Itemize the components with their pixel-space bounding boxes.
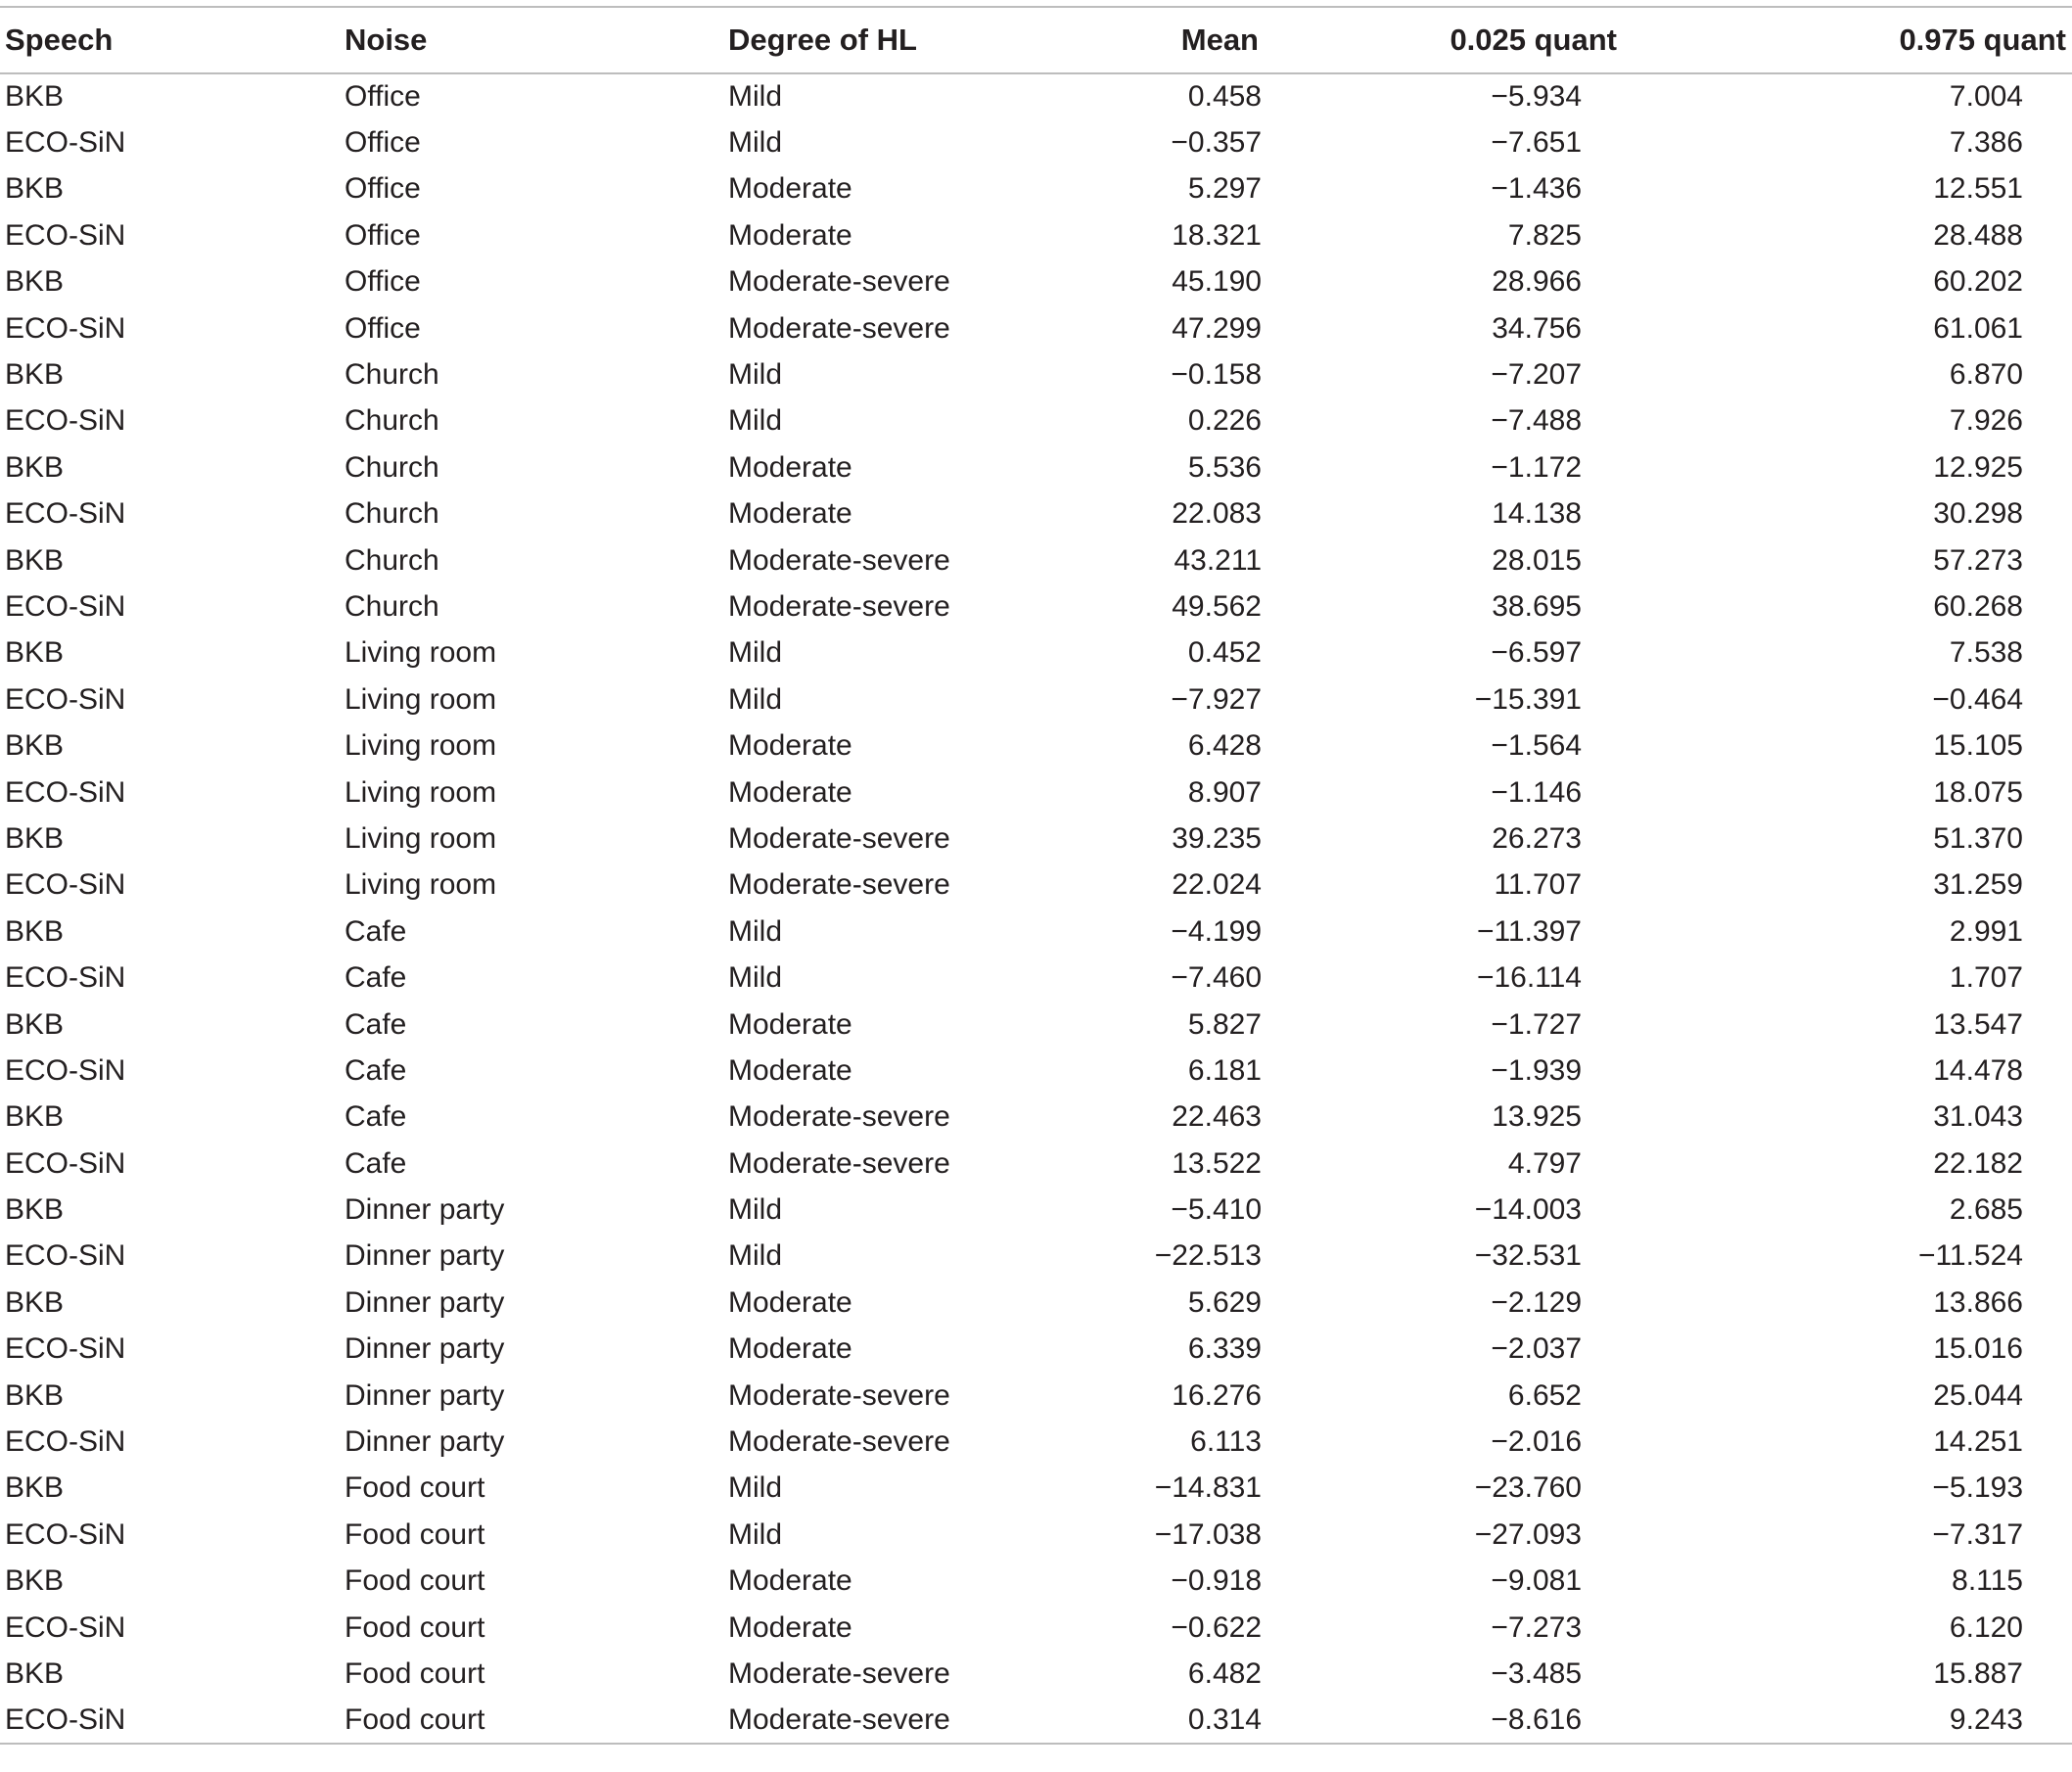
cell-0975-quant: 25.044 — [1933, 1378, 2023, 1412]
cell-speech: ECO-SiN — [5, 404, 126, 438]
cell-speech: BKB — [5, 914, 65, 948]
cell-noise: Office — [345, 80, 421, 114]
cell-degree-of-hl: Mild — [728, 358, 783, 392]
cell-degree-of-hl: Mild — [728, 1193, 783, 1227]
cell-0025-quant: −16.114 — [1476, 961, 1582, 995]
cell-degree-of-hl: Moderate — [728, 218, 852, 252]
cell-mean: 47.299 — [1172, 311, 1262, 345]
cell-mean: 49.562 — [1172, 589, 1262, 623]
cell-degree-of-hl: Mild — [728, 636, 783, 670]
cell-noise: Cafe — [345, 1100, 407, 1134]
cell-degree-of-hl: Moderate-severe — [728, 1425, 950, 1459]
table-row — [0, 491, 2072, 537]
cell-speech: BKB — [5, 80, 65, 114]
cell-speech: ECO-SiN — [5, 497, 126, 531]
cell-noise: Cafe — [345, 1146, 407, 1180]
cell-speech: BKB — [5, 821, 65, 855]
cell-speech: ECO-SiN — [5, 1146, 126, 1180]
cell-0975-quant: 14.251 — [1933, 1425, 2023, 1459]
cell-0025-quant: −32.531 — [1474, 1239, 1582, 1273]
cell-0025-quant: 14.138 — [1492, 497, 1582, 531]
table-row — [0, 1048, 2072, 1094]
cell-0025-quant: −5.934 — [1491, 80, 1582, 114]
table-row — [0, 1605, 2072, 1651]
cell-mean: 13.522 — [1172, 1146, 1262, 1180]
cell-mean: 43.211 — [1174, 543, 1262, 577]
cell-0975-quant: 15.105 — [1933, 729, 2023, 763]
cell-speech: ECO-SiN — [5, 126, 126, 160]
cell-mean: 0.314 — [1149, 1698, 1262, 1744]
cell-degree-of-hl: Moderate-severe — [728, 1146, 950, 1180]
cell-0025-quant: −7.651 — [1491, 126, 1582, 160]
cell-noise: Church — [345, 450, 439, 484]
cell-degree-of-hl: Moderate — [728, 450, 852, 484]
cell-mean: −0.622 — [1171, 1610, 1262, 1644]
cell-speech: BKB — [5, 1193, 65, 1227]
cell-degree-of-hl: Mild — [728, 914, 783, 948]
header-0025-quant: 0.025 quant — [1262, 7, 1617, 73]
cell-speech: ECO-SiN — [5, 775, 126, 809]
cell-0975-quant: 30.298 — [1933, 497, 2023, 531]
cell-0025-quant: −1.564 — [1491, 729, 1582, 763]
cell-noise: Office — [345, 218, 421, 252]
cell-0975-quant: 13.547 — [1933, 1007, 2023, 1041]
cell-0975-quant: 60.202 — [1933, 265, 2023, 299]
cell-0025-quant: 4.797 — [1507, 1146, 1582, 1180]
header-degree-of-hl: Degree of HL — [728, 7, 1149, 73]
cell-noise: Dinner party — [345, 1239, 505, 1273]
cell-0025-quant: 11.707 — [1494, 868, 1582, 902]
cell-speech: ECO-SiN — [5, 682, 126, 716]
table-row — [0, 723, 2072, 769]
cell-mean: 0.452 — [1187, 636, 1262, 670]
cell-mean: −17.038 — [1154, 1517, 1262, 1551]
cell-degree-of-hl: Moderate — [728, 1007, 852, 1041]
cell-speech: BKB — [5, 1471, 65, 1505]
table-row — [0, 676, 2072, 723]
table-row — [0, 1466, 2072, 1512]
cell-degree-of-hl: Moderate — [728, 1564, 852, 1598]
cell-0975-quant: 7.538 — [1949, 636, 2023, 670]
cell-0975-quant: 7.926 — [1949, 404, 2023, 438]
table-row — [0, 909, 2072, 955]
cell-degree-of-hl: Moderate-severe — [728, 1656, 950, 1690]
table-row — [0, 259, 2072, 305]
cell-0975-quant: 7.386 — [1949, 126, 2023, 160]
cell-noise: Church — [345, 497, 439, 531]
cell-noise: Office — [345, 126, 421, 160]
header-noise: Noise — [345, 7, 728, 73]
cell-0025-quant: −7.207 — [1491, 358, 1582, 392]
cell-0975-quant: 9.243 — [1617, 1698, 2072, 1744]
cell-speech: BKB — [5, 450, 65, 484]
cell-mean: 39.235 — [1172, 821, 1262, 855]
header-mean: Mean — [1149, 7, 1262, 73]
cell-noise: Living room — [345, 775, 497, 809]
cell-0975-quant: 31.043 — [1933, 1100, 2023, 1134]
header-0975-quant: 0.975 quant — [1617, 7, 2072, 73]
cell-0975-quant: 12.551 — [1933, 172, 2023, 206]
cell-0025-quant: 34.756 — [1492, 311, 1582, 345]
cell-degree-of-hl: Mild — [728, 961, 783, 995]
table-row — [0, 1280, 2072, 1326]
header-row — [0, 7, 2072, 73]
cell-0025-quant: −3.485 — [1491, 1656, 1582, 1690]
cell-degree-of-hl: Moderate-severe — [728, 868, 950, 902]
cell-degree-of-hl: Moderate-severe — [728, 1378, 950, 1412]
cell-degree-of-hl: Moderate-severe — [728, 311, 950, 345]
table-row — [0, 1095, 2072, 1141]
table-row — [0, 583, 2072, 630]
cell-degree-of-hl: Mild — [728, 80, 783, 114]
cell-0025-quant: −8.616 — [1262, 1698, 1617, 1744]
cell-mean: 6.113 — [1190, 1425, 1262, 1459]
table-row — [0, 955, 2072, 1001]
table-row — [0, 630, 2072, 676]
cell-mean: −14.831 — [1154, 1471, 1262, 1505]
cell-0975-quant: 15.016 — [1933, 1332, 2023, 1366]
cell-0975-quant: 2.685 — [1949, 1193, 2023, 1227]
table-header — [0, 7, 2072, 73]
cell-noise: Church — [345, 358, 439, 392]
cell-mean: 22.463 — [1172, 1100, 1262, 1134]
table-row — [0, 398, 2072, 444]
cell-degree-of-hl: Moderate — [728, 729, 852, 763]
cell-0975-quant: 1.707 — [1949, 961, 2023, 995]
cell-noise: Church — [345, 543, 439, 577]
cell-speech: ECO-SiN — [5, 961, 126, 995]
cell-mean: 0.226 — [1187, 404, 1262, 438]
cell-0975-quant: 6.120 — [1949, 1610, 2023, 1644]
cell-0025-quant: −6.597 — [1491, 636, 1582, 670]
cell-noise: Church — [345, 589, 439, 623]
cell-0975-quant: 61.061 — [1933, 311, 2023, 345]
table-row — [0, 1373, 2072, 1419]
cell-0975-quant: 22.182 — [1933, 1146, 2023, 1180]
cell-degree-of-hl: Moderate-severe — [728, 589, 950, 623]
cell-noise: Dinner party — [345, 1332, 505, 1366]
table-row — [0, 305, 2072, 351]
cell-0975-quant: 6.870 — [1949, 358, 2023, 392]
cell-0025-quant: −11.397 — [1476, 914, 1582, 948]
cell-0025-quant: 38.695 — [1492, 589, 1582, 623]
cell-degree-of-hl: Moderate-severe — [728, 1698, 1149, 1744]
cell-noise: Food court — [345, 1610, 485, 1644]
cell-speech: BKB — [5, 636, 65, 670]
table-row — [0, 1187, 2072, 1233]
cell-degree-of-hl: Moderate — [728, 172, 852, 206]
cell-mean: −0.918 — [1171, 1564, 1262, 1598]
table-row — [0, 816, 2072, 862]
cell-0025-quant: 26.273 — [1492, 821, 1582, 855]
cell-speech: BKB — [5, 729, 65, 763]
table-row — [0, 1698, 2072, 1744]
cell-mean: 16.276 — [1172, 1378, 1262, 1412]
cell-0975-quant: 57.273 — [1933, 543, 2023, 577]
cell-0025-quant: −1.939 — [1491, 1053, 1582, 1087]
cell-speech: ECO-SiN — [5, 311, 126, 345]
table-row — [0, 444, 2072, 490]
cell-degree-of-hl: Mild — [728, 1239, 783, 1273]
table-row — [0, 1141, 2072, 1187]
cell-0975-quant: −0.464 — [1932, 682, 2023, 716]
cell-0025-quant: −2.016 — [1491, 1425, 1582, 1459]
cell-speech: BKB — [5, 1007, 65, 1041]
cell-0025-quant: 6.652 — [1507, 1378, 1582, 1412]
header-speech: Speech — [0, 7, 345, 73]
cell-0025-quant: −27.093 — [1474, 1517, 1582, 1551]
cell-degree-of-hl: Mild — [728, 1517, 783, 1551]
cell-mean: 22.083 — [1172, 497, 1262, 531]
table-row — [0, 212, 2072, 258]
cell-speech: ECO-SiN — [5, 1610, 126, 1644]
cell-0975-quant: 14.478 — [1933, 1053, 2023, 1087]
cell-noise: Church — [345, 404, 439, 438]
cell-degree-of-hl: Moderate-severe — [728, 543, 950, 577]
cell-speech: ECO-SiN — [5, 1053, 126, 1087]
cell-speech: ECO-SiN — [5, 1239, 126, 1273]
cell-noise: Cafe — [345, 1007, 407, 1041]
table-row — [0, 863, 2072, 909]
cell-mean: 5.827 — [1187, 1007, 1262, 1041]
cell-degree-of-hl: Moderate-severe — [728, 265, 950, 299]
cell-mean: 22.024 — [1172, 868, 1262, 902]
cell-degree-of-hl: Mild — [728, 126, 783, 160]
cell-speech: BKB — [5, 1100, 65, 1134]
table-row — [0, 73, 2072, 119]
cell-0975-quant: −5.193 — [1932, 1471, 2023, 1505]
cell-mean: 5.629 — [1187, 1285, 1262, 1319]
cell-speech: BKB — [5, 1378, 65, 1412]
table-row — [0, 769, 2072, 816]
cell-0025-quant: −7.488 — [1491, 404, 1582, 438]
table-row — [0, 166, 2072, 212]
cell-noise: Food court — [345, 1517, 485, 1551]
cell-0025-quant: 7.825 — [1507, 218, 1582, 252]
cell-degree-of-hl: Moderate — [728, 775, 852, 809]
cell-degree-of-hl: Mild — [728, 404, 783, 438]
cell-0975-quant: 7.004 — [1949, 80, 2023, 114]
cell-0025-quant: −1.436 — [1491, 172, 1582, 206]
cell-speech: ECO-SiN — [5, 589, 126, 623]
cell-0975-quant: 15.887 — [1933, 1656, 2023, 1690]
cell-0025-quant: −7.273 — [1491, 1610, 1582, 1644]
table-row — [0, 119, 2072, 165]
cell-noise: Dinner party — [345, 1193, 505, 1227]
cell-noise: Living room — [345, 868, 497, 902]
cell-degree-of-hl: Moderate-severe — [728, 821, 950, 855]
cell-degree-of-hl: Moderate — [728, 1610, 852, 1644]
cell-noise: Dinner party — [345, 1425, 505, 1459]
cell-0975-quant: −11.524 — [1917, 1239, 2023, 1273]
cell-noise: Office — [345, 311, 421, 345]
cell-degree-of-hl: Moderate — [728, 1332, 852, 1366]
cell-degree-of-hl: Mild — [728, 1471, 783, 1505]
cell-0975-quant: 12.925 — [1933, 450, 2023, 484]
cell-mean: 0.458 — [1187, 80, 1262, 114]
cell-0025-quant: −2.037 — [1491, 1332, 1582, 1366]
cell-0025-quant: 28.966 — [1492, 265, 1582, 299]
cell-noise: Cafe — [345, 1053, 407, 1087]
cell-noise: Living room — [345, 729, 497, 763]
cell-degree-of-hl: Moderate-severe — [728, 1100, 950, 1134]
cell-mean: 6.428 — [1187, 729, 1262, 763]
cell-mean: −5.410 — [1171, 1193, 1262, 1227]
cell-0975-quant: 13.866 — [1933, 1285, 2023, 1319]
cell-degree-of-hl: Moderate — [728, 1285, 852, 1319]
cell-0025-quant: 13.925 — [1492, 1100, 1582, 1134]
cell-0025-quant: 28.015 — [1492, 543, 1582, 577]
cell-speech: ECO-SiN — [5, 1517, 126, 1551]
cell-noise: Cafe — [345, 961, 407, 995]
table-body — [0, 73, 2072, 1744]
cell-noise: Office — [345, 265, 421, 299]
cell-noise: Dinner party — [345, 1285, 505, 1319]
cell-degree-of-hl: Mild — [728, 682, 783, 716]
table-row — [0, 1512, 2072, 1558]
cell-degree-of-hl: Moderate — [728, 497, 852, 531]
cell-noise: Living room — [345, 636, 497, 670]
cell-speech: BKB — [5, 172, 65, 206]
cell-speech: ECO-SiN — [5, 868, 126, 902]
cell-noise: Food court — [345, 1698, 728, 1744]
cell-0975-quant: 8.115 — [1952, 1564, 2023, 1598]
cell-mean: 18.321 — [1172, 218, 1262, 252]
cell-0025-quant: −1.146 — [1491, 775, 1582, 809]
cell-speech: ECO-SiN — [0, 1698, 345, 1744]
table-row — [0, 1651, 2072, 1697]
cell-0975-quant: 60.268 — [1933, 589, 2023, 623]
cell-0975-quant: 31.259 — [1933, 868, 2023, 902]
cell-mean: −0.158 — [1171, 358, 1262, 392]
cell-0975-quant: 51.370 — [1933, 821, 2023, 855]
cell-noise: Food court — [345, 1471, 485, 1505]
cell-noise: Dinner party — [345, 1378, 505, 1412]
cell-noise: Cafe — [345, 914, 407, 948]
results-table — [0, 6, 2072, 1745]
cell-mean: −7.460 — [1171, 961, 1262, 995]
table-row — [0, 1327, 2072, 1373]
cell-0025-quant: −15.391 — [1474, 682, 1582, 716]
cell-noise: Food court — [345, 1656, 485, 1690]
cell-speech: ECO-SiN — [5, 1332, 126, 1366]
cell-mean: 5.297 — [1187, 172, 1262, 206]
cell-mean: 45.190 — [1172, 265, 1262, 299]
cell-0025-quant: −23.760 — [1474, 1471, 1582, 1505]
cell-0025-quant: −9.081 — [1491, 1564, 1582, 1598]
cell-speech: BKB — [5, 358, 65, 392]
table-row — [0, 1419, 2072, 1465]
cell-mean: −4.199 — [1171, 914, 1262, 948]
table-row — [0, 537, 2072, 583]
cell-0025-quant: −1.172 — [1491, 450, 1582, 484]
cell-mean: 6.181 — [1187, 1053, 1262, 1087]
cell-mean: −22.513 — [1154, 1239, 1262, 1273]
cell-0975-quant: −7.317 — [1932, 1517, 2023, 1551]
cell-0025-quant: −2.129 — [1491, 1285, 1582, 1319]
table-row — [0, 1002, 2072, 1048]
cell-mean: 5.536 — [1187, 450, 1262, 484]
table-row — [0, 351, 2072, 397]
cell-0025-quant: −1.727 — [1491, 1007, 1582, 1041]
cell-0975-quant: 2.991 — [1949, 914, 2023, 948]
table-row — [0, 1234, 2072, 1280]
cell-mean: 6.339 — [1187, 1332, 1262, 1366]
cell-mean: 8.907 — [1187, 775, 1262, 809]
table-row — [0, 1559, 2072, 1605]
cell-noise: Food court — [345, 1564, 485, 1598]
cell-speech: ECO-SiN — [5, 1425, 126, 1459]
cell-noise: Office — [345, 172, 421, 206]
cell-mean: −0.357 — [1171, 126, 1262, 160]
cell-0975-quant: 28.488 — [1933, 218, 2023, 252]
cell-0975-quant: 18.075 — [1933, 775, 2023, 809]
cell-speech: BKB — [5, 265, 65, 299]
cell-speech: BKB — [5, 1656, 65, 1690]
cell-speech: ECO-SiN — [5, 218, 126, 252]
cell-mean: 6.482 — [1187, 1656, 1262, 1690]
cell-speech: BKB — [5, 1285, 65, 1319]
cell-speech: BKB — [5, 543, 65, 577]
cell-degree-of-hl: Moderate — [728, 1053, 852, 1087]
cell-mean: −7.927 — [1171, 682, 1262, 716]
cell-0025-quant: −14.003 — [1474, 1193, 1582, 1227]
cell-speech: BKB — [5, 1564, 65, 1598]
cell-noise: Living room — [345, 682, 497, 716]
cell-noise: Living room — [345, 821, 497, 855]
